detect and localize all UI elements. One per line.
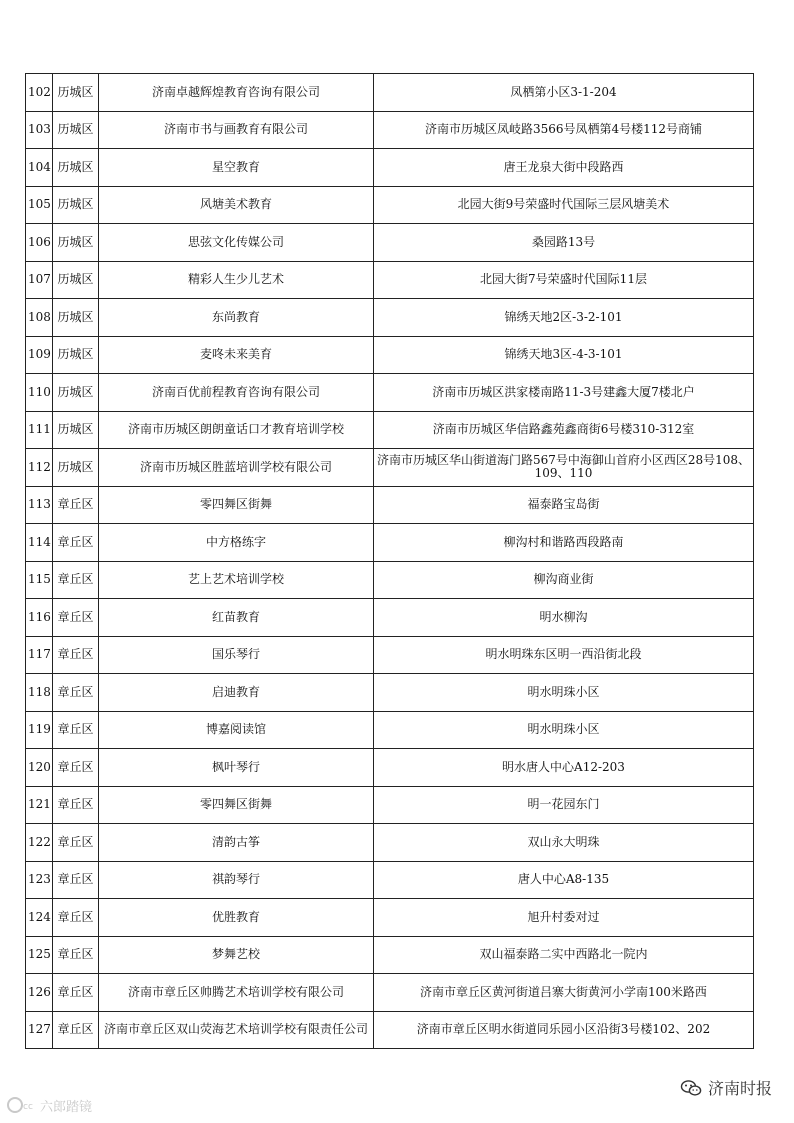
institution-name-cell: 红苗教育: [99, 599, 374, 637]
address-cell: 凤栖第小区3-1-204: [374, 74, 754, 112]
svg-text:cc: cc: [23, 1102, 33, 1112]
district-cell: 历城区: [53, 411, 99, 449]
watermark-left: [6, 1093, 92, 1117]
table-row: [26, 336, 754, 374]
district-cell: 章丘区: [53, 1011, 99, 1049]
address-cell: 唐人中心A8-135: [374, 861, 754, 899]
table-row: [26, 599, 754, 637]
institution-name-cell: 济南卓越辉煌教育咨询有限公司: [99, 74, 374, 112]
district-cell: 章丘区: [53, 824, 99, 862]
row-number: 124: [26, 899, 53, 937]
institution-name-cell: 济南市历城区朗朗童话口才教育培训学校: [99, 411, 374, 449]
district-cell: 历城区: [53, 261, 99, 299]
address-cell: 柳沟村和谐路西段路南: [374, 524, 754, 562]
address-cell: 济南市历城区洪家楼南路11-3号建鑫大厦7楼北户: [374, 374, 754, 412]
table-row: [26, 299, 754, 337]
institution-name-cell: 东尚教育: [99, 299, 374, 337]
sohu-logo-icon: [6, 1096, 36, 1114]
row-number: 121: [26, 786, 53, 824]
district-cell: 章丘区: [53, 561, 99, 599]
institution-name-cell: 济南市章丘区双山荧海艺术培训学校有限责任公司: [99, 1011, 374, 1049]
address-cell: 济南市历城区华山街道海门路567号中海御山首府小区西区28号108、109、110: [374, 449, 754, 487]
address-cell: 明水唐人中心A12-203: [374, 749, 754, 787]
table-row: [26, 186, 754, 224]
address-cell: 北园大街9号荣盛时代国际三层风塘美术: [374, 186, 754, 224]
address-cell: 柳沟商业街: [374, 561, 754, 599]
institution-name-cell: 博嘉阅读馆: [99, 711, 374, 749]
institution-name-cell: 祺韵琴行: [99, 861, 374, 899]
institution-name-cell: 启迪教育: [99, 674, 374, 712]
district-cell: 历城区: [53, 449, 99, 487]
address-cell: 锦绣天地3区-4-3-101: [374, 336, 754, 374]
table-row: [26, 261, 754, 299]
watermark-right: [680, 1076, 772, 1099]
table-body: [26, 74, 754, 1049]
address-cell: 明水明珠东区明一西沿街北段: [374, 636, 754, 674]
institution-name-cell: 思弦文化传媒公司: [99, 224, 374, 262]
watermark-right-text: 济南时报: [707, 1079, 772, 1098]
district-cell: 历城区: [53, 186, 99, 224]
district-cell: 历城区: [53, 74, 99, 112]
row-number: 102: [26, 74, 53, 112]
table-row: [26, 561, 754, 599]
district-cell: 章丘区: [53, 861, 99, 899]
row-number: 104: [26, 149, 53, 187]
row-number: 105: [26, 186, 53, 224]
table-row: [26, 861, 754, 899]
institution-name-cell: 零四舞区街舞: [99, 786, 374, 824]
row-number: 108: [26, 299, 53, 337]
row-number: 120: [26, 749, 53, 787]
table-row: [26, 1011, 754, 1049]
institution-name-cell: 中方格练字: [99, 524, 374, 562]
district-cell: 章丘区: [53, 636, 99, 674]
table-row: [26, 74, 754, 112]
row-number: 110: [26, 374, 53, 412]
row-number: 122: [26, 824, 53, 862]
table-row: [26, 374, 754, 412]
institution-name-cell: 精彩人生少儿艺术: [99, 261, 374, 299]
address-cell: 北园大街7号荣盛时代国际11层: [374, 261, 754, 299]
institution-table: [25, 73, 754, 1049]
row-number: 125: [26, 936, 53, 974]
address-cell: 双山永大明珠: [374, 824, 754, 862]
district-cell: 章丘区: [53, 899, 99, 937]
district-cell: 章丘区: [53, 936, 99, 974]
district-cell: 历城区: [53, 336, 99, 374]
row-number: 109: [26, 336, 53, 374]
institution-name-cell: 风塘美术教育: [99, 186, 374, 224]
address-cell: 明水明珠小区: [374, 711, 754, 749]
table-row: [26, 936, 754, 974]
row-number: 123: [26, 861, 53, 899]
row-number: 127: [26, 1011, 53, 1049]
row-number: 111: [26, 411, 53, 449]
address-cell: 锦绣天地2区-3-2-101: [374, 299, 754, 337]
address-cell: 旭升村委对过: [374, 899, 754, 937]
row-number: 115: [26, 561, 53, 599]
address-cell: 桑园路13号: [374, 224, 754, 262]
wechat-icon: [680, 1079, 702, 1097]
table-row: [26, 974, 754, 1012]
institution-name-cell: 梦舞艺校: [99, 936, 374, 974]
address-cell: 明水柳沟: [374, 599, 754, 637]
row-number: 126: [26, 974, 53, 1012]
district-cell: 章丘区: [53, 486, 99, 524]
row-number: 103: [26, 111, 53, 149]
row-number: 112: [26, 449, 53, 487]
district-cell: 章丘区: [53, 674, 99, 712]
district-cell: 历城区: [53, 111, 99, 149]
institution-name-cell: 艺上艺术培训学校: [99, 561, 374, 599]
address-cell: 济南市历城区华信路鑫苑鑫商街6号楼310-312室: [374, 411, 754, 449]
row-number: 118: [26, 674, 53, 712]
institution-name-cell: 清韵古筝: [99, 824, 374, 862]
table-row: [26, 111, 754, 149]
table-row: [26, 224, 754, 262]
institution-name-cell: 济南市书与画教育有限公司: [99, 111, 374, 149]
district-cell: 历城区: [53, 224, 99, 262]
institution-name-cell: 济南百优前程教育咨询有限公司: [99, 374, 374, 412]
address-cell: 唐王龙泉大街中段路西: [374, 149, 754, 187]
institution-name-cell: 国乐琴行: [99, 636, 374, 674]
watermark-left-text: 六郎踏镜: [40, 1099, 93, 1115]
address-cell: 福泰路宝岛街: [374, 486, 754, 524]
district-cell: 章丘区: [53, 974, 99, 1012]
row-number: 113: [26, 486, 53, 524]
district-cell: 章丘区: [53, 711, 99, 749]
address-cell: 济南市章丘区黄河街道吕寨大街黄河小学南100米路西: [374, 974, 754, 1012]
institution-name-cell: 优胜教育: [99, 899, 374, 937]
address-cell: 明水明珠小区: [374, 674, 754, 712]
address-cell: 济南市历城区凤岐路3566号凤栖第4号楼112号商铺: [374, 111, 754, 149]
row-number: 114: [26, 524, 53, 562]
row-number: 116: [26, 599, 53, 637]
district-cell: 历城区: [53, 374, 99, 412]
table-row: [26, 899, 754, 937]
row-number: 119: [26, 711, 53, 749]
table-row: [26, 524, 754, 562]
institution-name-cell: 济南市历城区胜蓝培训学校有限公司: [99, 449, 374, 487]
district-cell: 章丘区: [53, 524, 99, 562]
table-row: [26, 749, 754, 787]
row-number: 117: [26, 636, 53, 674]
row-number: 107: [26, 261, 53, 299]
district-cell: 章丘区: [53, 786, 99, 824]
district-cell: 历城区: [53, 149, 99, 187]
table-row: [26, 486, 754, 524]
address-cell: 明一花园东门: [374, 786, 754, 824]
district-cell: 章丘区: [53, 749, 99, 787]
institution-name-cell: 济南市章丘区帅腾艺术培训学校有限公司: [99, 974, 374, 1012]
table-row: [26, 449, 754, 487]
district-cell: 章丘区: [53, 599, 99, 637]
address-cell: 济南市章丘区明水街道同乐园小区沿街3号楼102、202: [374, 1011, 754, 1049]
address-cell: 双山福泰路二实中西路北一院内: [374, 936, 754, 974]
institution-name-cell: 枫叶琴行: [99, 749, 374, 787]
institution-name-cell: 麦咚未来美育: [99, 336, 374, 374]
table-row: [26, 786, 754, 824]
institution-name-cell: 零四舞区街舞: [99, 486, 374, 524]
district-cell: 历城区: [53, 299, 99, 337]
table-row: [26, 149, 754, 187]
table-row: [26, 824, 754, 862]
institution-name-cell: 星空教育: [99, 149, 374, 187]
table-row: [26, 674, 754, 712]
table-row: [26, 711, 754, 749]
table-row: [26, 636, 754, 674]
table-row: [26, 411, 754, 449]
row-number: 106: [26, 224, 53, 262]
